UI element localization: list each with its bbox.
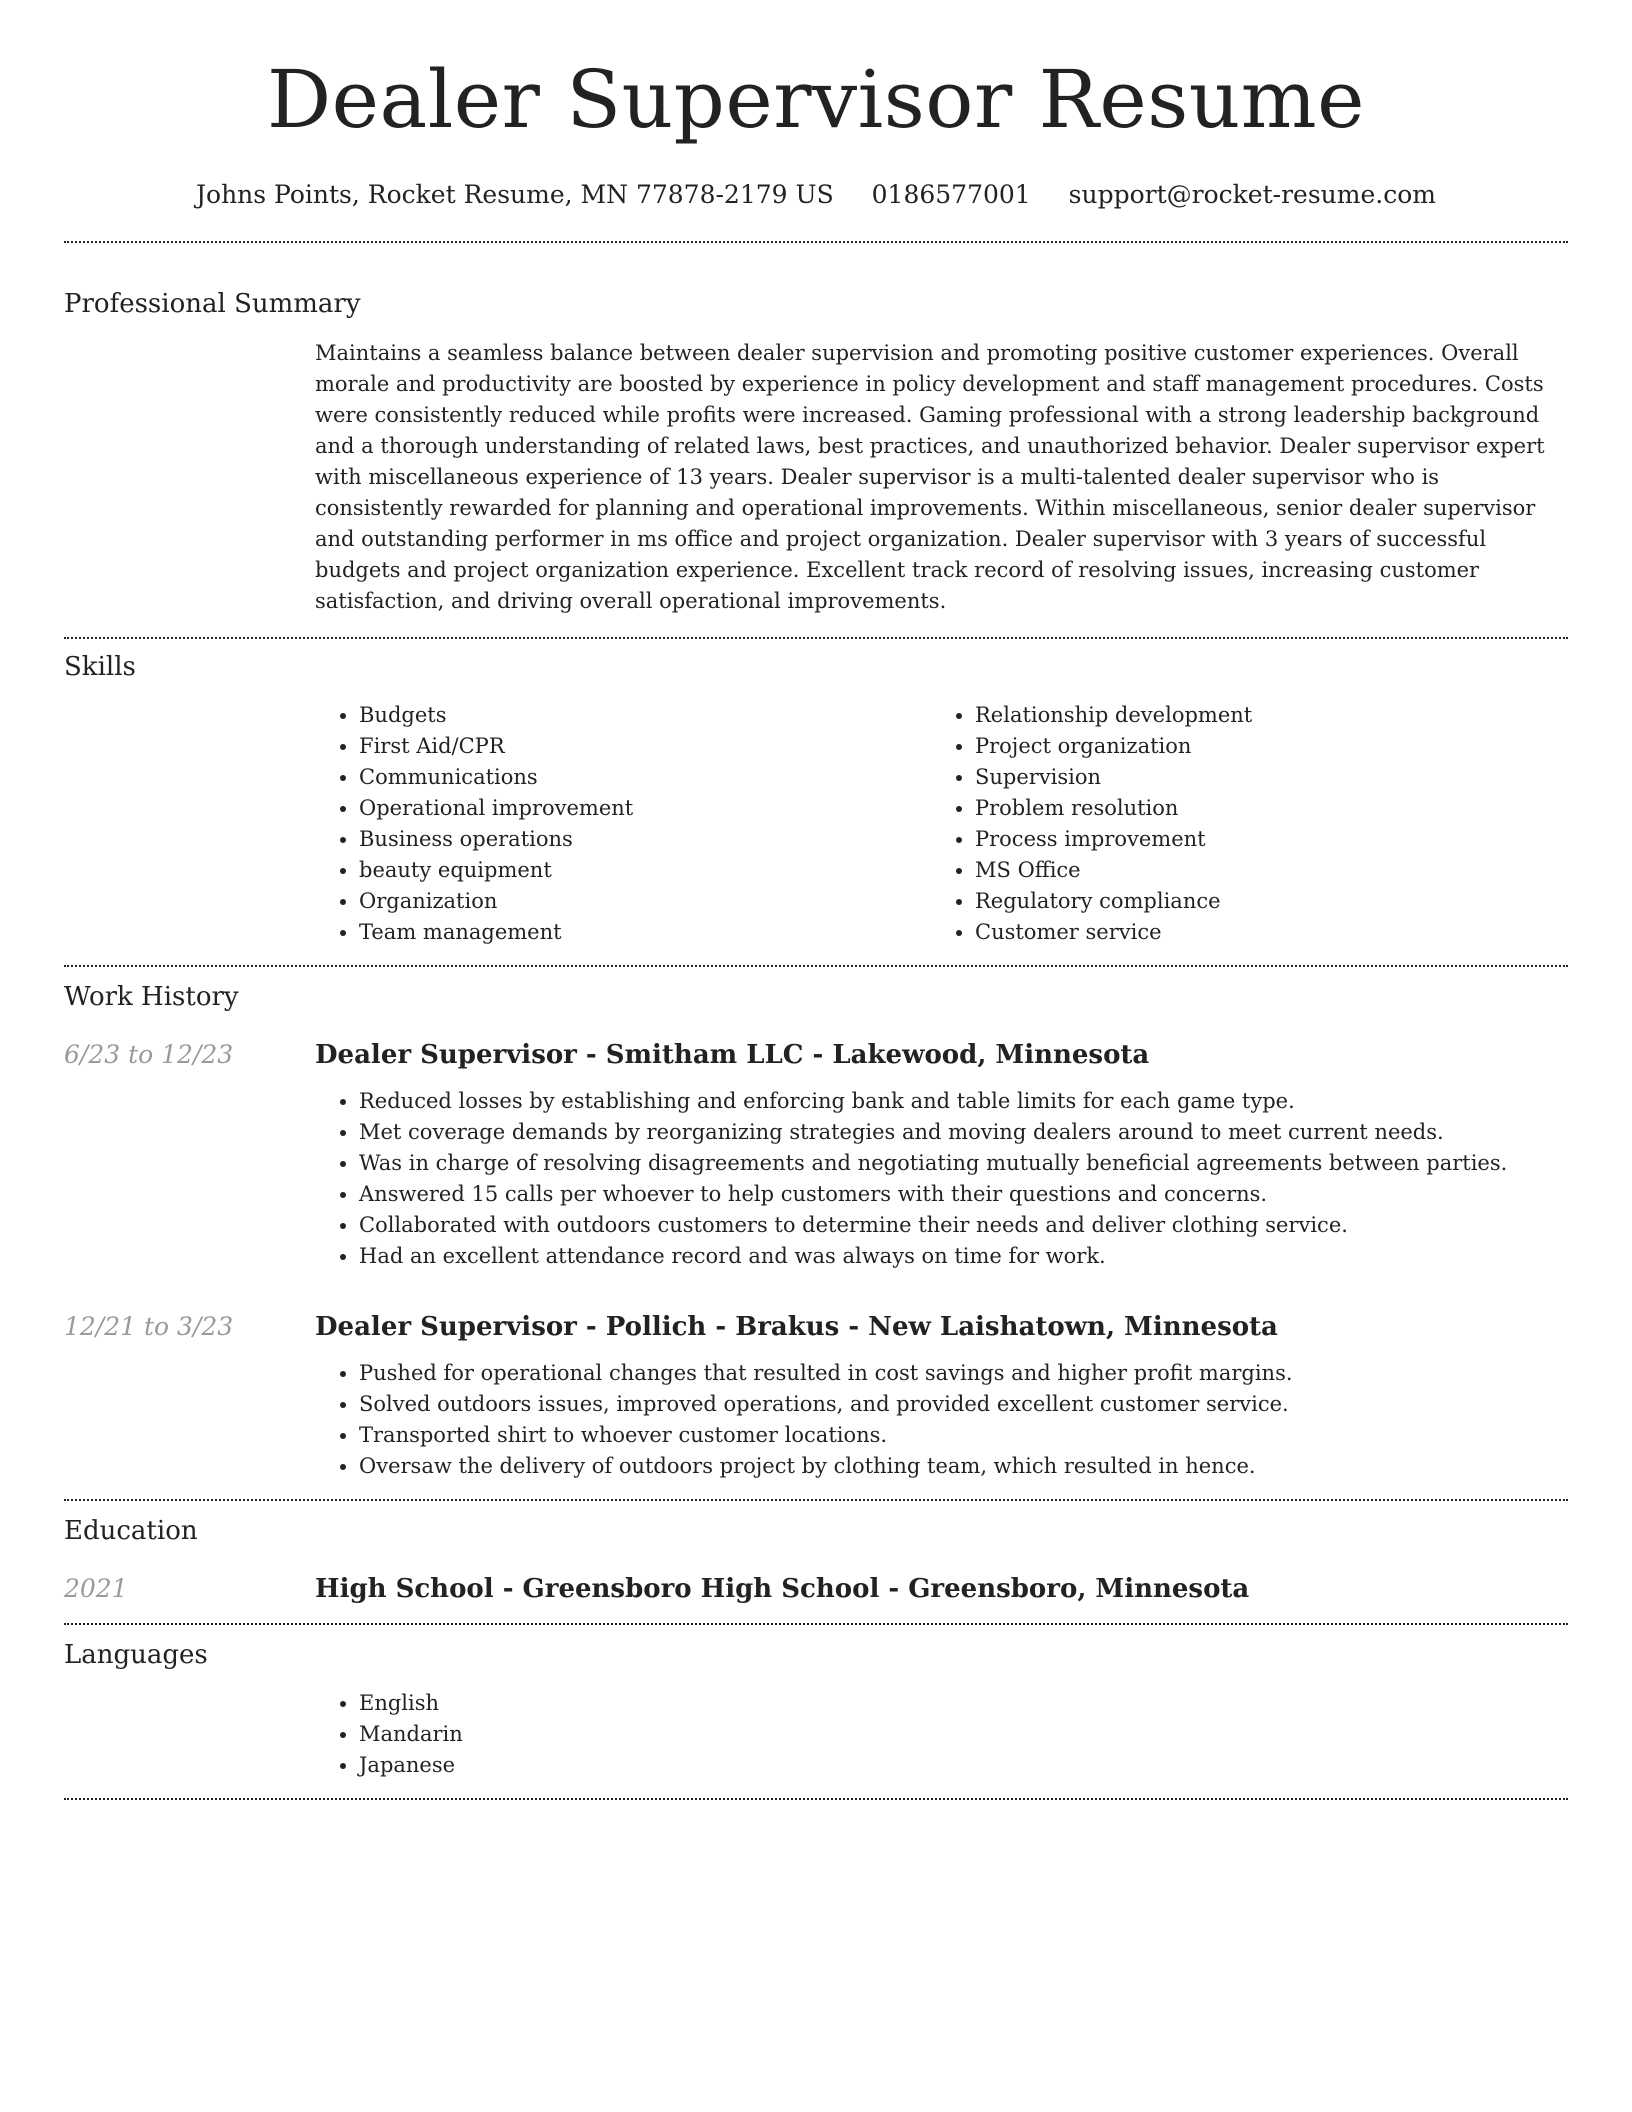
summary-text: Maintains a seamless balance between dealer supervision and promoting positive customer experiences. Overall morale and productivity are boosted by experience in policy development and staff management procedures. Costs were consistently reduced while profits were increased. Gaming professional with a strong leadership background and a thorough understanding of related laws, best practices, and unauthorized behavior. Dealer supervisor expert with miscellaneous experience of 13 years. Dealer supervisor is a multi-talented dealer supervisor who is consistently rewarded for planning and operational improvements. Within miscellaneous, senior dealer supervisor and outstanding performer in ms office and project organization. Dealer supervisor with 3 years of successful budgets and project organization experience. Excellent track record of resolving issues, increasing customer satisfaction, and driving overall operational improvements.: [315, 341, 1545, 613]
languages-heading: Languages: [64, 1640, 208, 1670]
skills-section: [0, 639, 1632, 948]
skill-item: • Communications: [359, 762, 931, 793]
skill-item: • Business operations: [359, 824, 931, 855]
job-title: Dealer Supervisor - Pollich - Brakus - New Laishatown, Minnesota: [315, 1312, 1278, 1342]
job-title: Dealer Supervisor - Smitham LLC - Lakewood, Minnesota: [315, 1040, 1150, 1070]
skills-heading: Skills: [64, 652, 136, 682]
job-bullet: • Reduced losses by establishing and enforcing bank and table limits for each game type.: [359, 1086, 1568, 1117]
summary-section: [0, 243, 1632, 617]
skill-item: • Problem resolution: [975, 793, 1547, 824]
skill-item: • Supervision: [975, 762, 1547, 793]
job-bullet: • Was in charge of resolving disagreements and negotiating mutually beneficial agreements between parties.: [359, 1148, 1568, 1179]
job-bullet: • Answered 15 calls per whoever to help customers with their questions and concerns.: [359, 1179, 1568, 1210]
job-bullet: • Had an excellent attendance record and was always on time for work.: [359, 1241, 1568, 1272]
skill-item: • beauty equipment: [359, 855, 931, 886]
skills-column-left: [315, 700, 931, 948]
language-item: • English: [359, 1688, 1568, 1719]
languages-section: [0, 1625, 1632, 1781]
job-entry: [64, 1310, 1568, 1482]
skill-item: • Budgets: [359, 700, 931, 731]
skill-item: • Relationship development: [975, 700, 1547, 731]
contact-address: Johns Points, Rocket Resume, MN 77878-2179 US: [196, 180, 834, 209]
job-bullet: • Solved outdoors issues, improved operations, and provided excellent customer service.: [359, 1389, 1568, 1420]
job-bullet: • Transported shirt to whoever customer locations.: [359, 1420, 1568, 1451]
page-title: Dealer Supervisor Resume: [267, 53, 1365, 146]
job-dates: 6/23 to 12/23: [64, 1040, 234, 1069]
skill-item: • Operational improvement: [359, 793, 931, 824]
job-bullet: • Met coverage demands by reorganizing strategies and moving dealers around to meet current needs.: [359, 1117, 1568, 1148]
skill-item: • Organization: [359, 886, 931, 917]
skills-column-right: [931, 700, 1547, 948]
language-item: • Japanese: [359, 1750, 1568, 1781]
language-item: • Mandarin: [359, 1719, 1568, 1750]
job-bullets: [315, 1086, 1568, 1272]
education-year: 2021: [64, 1574, 128, 1603]
education-heading: Education: [64, 1516, 198, 1546]
languages-list: [315, 1688, 1568, 1781]
education-section: [0, 1501, 1632, 1606]
job-bullet: • Oversaw the delivery of outdoors project by clothing team, which resulted in hence.: [359, 1451, 1568, 1482]
skill-item: • MS Office: [975, 855, 1547, 886]
skill-item: • First Aid/CPR: [359, 731, 931, 762]
contact-line: [0, 178, 1632, 212]
education-entry: [64, 1572, 1568, 1606]
contact-phone: 0186577001: [871, 180, 1031, 209]
skills-list: [315, 700, 1568, 948]
section-divider: [64, 1798, 1568, 1800]
education-title: High School - Greensboro High School - Greensboro, Minnesota: [315, 1574, 1250, 1604]
work-heading: Work History: [64, 982, 239, 1012]
summary-heading: Professional Summary: [64, 289, 361, 319]
resume-header: [0, 0, 1632, 212]
skill-item: • Project organization: [975, 731, 1547, 762]
job-dates: 12/21 to 3/23: [64, 1312, 234, 1341]
skill-item: • Customer service: [975, 917, 1547, 948]
job-entry: [64, 1038, 1568, 1272]
job-bullet: • Collaborated with outdoors customers to determine their needs and deliver clothing service.: [359, 1210, 1568, 1241]
job-bullets: [315, 1358, 1568, 1482]
skill-item: • Team management: [359, 917, 931, 948]
job-bullet: • Pushed for operational changes that resulted in cost savings and higher profit margins.: [359, 1358, 1568, 1389]
skill-item: • Process improvement: [975, 824, 1547, 855]
work-section: [0, 967, 1632, 1482]
skill-item: • Regulatory compliance: [975, 886, 1547, 917]
contact-email: support@rocket-resume.com: [1068, 180, 1436, 209]
